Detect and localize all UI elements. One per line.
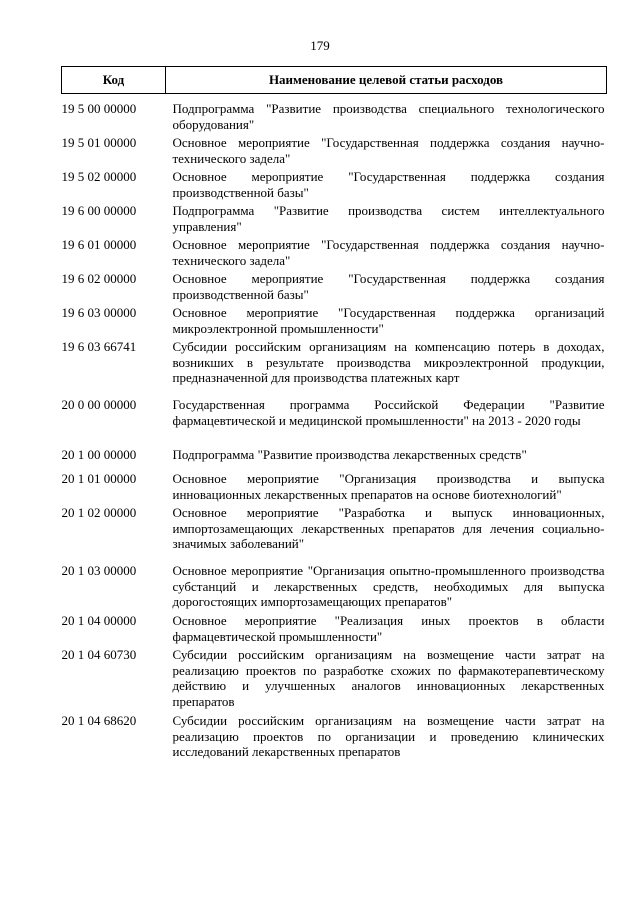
row-name: Основное мероприятие "Государственная поддержка организаций микроэлектронной промышленности" bbox=[172, 305, 605, 336]
row-code: 19 6 03 66741 bbox=[61, 339, 137, 354]
row-code: 20 1 04 68620 bbox=[61, 713, 137, 728]
page-number: 179 bbox=[310, 38, 330, 53]
row-code: 19 6 03 00000 bbox=[61, 305, 137, 320]
row-code: 20 1 02 00000 bbox=[61, 505, 137, 520]
row-code: 20 1 04 60730 bbox=[61, 647, 137, 662]
table-row bbox=[62, 397, 607, 447]
column-header-code: Код bbox=[62, 67, 166, 94]
row-name: Основное мероприятие "Организация опытно-промышленного производства субстанций и лекарственных средств, необходимых для выпуска дорогостоящих импортозамещающих препаратов" bbox=[172, 563, 605, 610]
table-row bbox=[62, 563, 607, 613]
table-row bbox=[62, 169, 607, 203]
row-name: Подпрограмма "Развитие производства лекарственных средств" bbox=[172, 447, 527, 462]
row-code: 19 6 02 00000 bbox=[61, 271, 137, 286]
row-code: 20 1 00 00000 bbox=[61, 447, 137, 462]
row-code: 19 6 00 00000 bbox=[61, 203, 137, 218]
row-name: Подпрограмма "Развитие производства специального технологического оборудования" bbox=[172, 101, 605, 132]
table-header-row bbox=[62, 67, 607, 94]
row-code: 19 5 01 00000 bbox=[61, 135, 137, 150]
table-row bbox=[62, 203, 607, 237]
row-name: Субсидии российским организациям на возмещение части затрат на реализацию проектов по организации и проведению клинических исследований лекарственных препаратов bbox=[172, 713, 605, 760]
table-row bbox=[62, 505, 607, 563]
row-code: 20 1 01 00000 bbox=[61, 471, 137, 486]
table-row bbox=[62, 613, 607, 647]
table-row bbox=[62, 647, 607, 713]
row-code: 19 6 01 00000 bbox=[61, 237, 137, 252]
row-name: Основное мероприятие "Государственная поддержка создания научно-технического задела" bbox=[172, 135, 605, 166]
row-name: Субсидии российским организациям на возмещение части затрат на реализацию проектов по разработке схожих по фармакотерапевтическому действию и улучшенных аналогов инновационных лекарственных препаратов bbox=[172, 647, 605, 709]
row-name: Подпрограмма "Развитие производства систем интеллектуального управления" bbox=[172, 203, 605, 234]
row-name: Основное мероприятие "Государственная поддержка создания производственной базы" bbox=[172, 271, 605, 302]
table-row bbox=[62, 271, 607, 305]
row-code: 19 5 02 00000 bbox=[61, 169, 137, 184]
row-name: Основное мероприятие "Организация производства и выпуска инновационных лекарственных препаратов на основе биотехнологий" bbox=[172, 471, 605, 502]
row-name: Основное мероприятие "Государственная поддержка создания производственной базы" bbox=[172, 169, 605, 200]
row-code: 20 1 04 00000 bbox=[61, 613, 137, 628]
row-name: Субсидии российским организациям на компенсацию потерь в доходах, возникших в результате производства микроэлектронной продукции, предназначенной для производства платежных карт bbox=[172, 339, 605, 386]
table-row bbox=[62, 305, 607, 339]
table-row bbox=[62, 339, 607, 397]
table-row bbox=[62, 713, 607, 760]
row-name: Государственная программа Российской Федерации "Развитие фармацевтической и медицинской промышленности" на 2013 - 2020 годы bbox=[172, 397, 605, 428]
row-code: 20 0 00 00000 bbox=[61, 397, 137, 412]
table-row bbox=[62, 471, 607, 505]
row-code: 19 5 00 00000 bbox=[61, 101, 137, 116]
row-name: Основное мероприятие "Реализация иных проектов в области фармацевтической промышленности" bbox=[172, 613, 605, 644]
table-row bbox=[62, 135, 607, 169]
row-code: 20 1 03 00000 bbox=[61, 563, 137, 578]
budget-classification-table bbox=[61, 66, 607, 760]
column-header-name: Наименование целевой статьи расходов bbox=[166, 67, 607, 94]
table-row bbox=[62, 94, 607, 136]
row-name: Основное мероприятие "Государственная поддержка создания научно-технического задела" bbox=[172, 237, 605, 268]
table-row bbox=[62, 447, 607, 471]
table-row bbox=[62, 237, 607, 271]
row-name: Основное мероприятие "Разработка и выпуск инновационных, импортозамещающих лекарственных препаратов для лечения социально-значимых заболеваний" bbox=[172, 505, 605, 552]
